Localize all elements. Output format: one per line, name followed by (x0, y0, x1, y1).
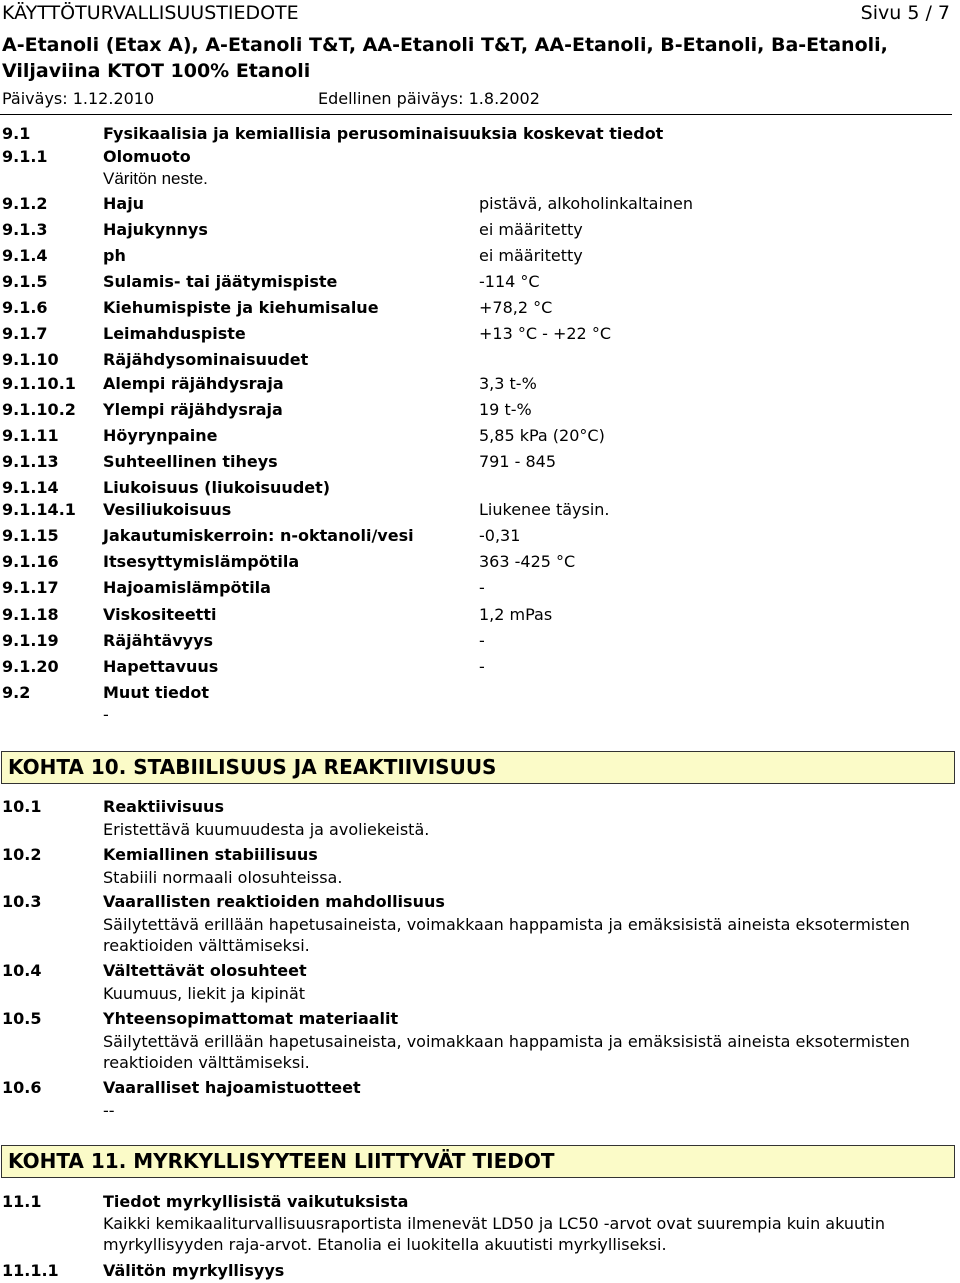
property-label: Suhteellinen tiheys (103, 452, 278, 471)
property-number: 9.1.2 (2, 194, 48, 213)
property-value: -0,31 (479, 526, 521, 545)
property-number: 9.1.20 (2, 657, 59, 676)
section-10-banner (1, 751, 955, 784)
property-label: Haju (103, 194, 145, 213)
section-number: 10.5 (2, 1009, 42, 1028)
property-value: - (479, 578, 485, 597)
section-11-1-heading (0, 1192, 960, 1214)
property-number: 9.1.18 (2, 605, 59, 624)
property-row (0, 426, 960, 448)
property-label: Hapettavuus (103, 657, 219, 676)
issue-date: Päiväys: 1.12.2010 (2, 89, 155, 108)
property-label: Vesiliukoisuus (103, 500, 232, 519)
property-value: 363 -425 °C (479, 552, 576, 571)
property-row (0, 657, 960, 679)
property-row (0, 298, 960, 320)
property-number: 9.1.19 (2, 631, 59, 650)
property-row (0, 578, 960, 600)
property-label: Jakautumiskerroin: n-oktanoli/vesi (103, 526, 414, 545)
document-title: KÄYTTÖTURVALLISUUSTIEDOTE (2, 2, 299, 24)
section-title: Tiedot myrkyllisistä vaikutuksista (103, 1192, 409, 1211)
section-9-1-heading (0, 124, 960, 146)
property-number: 9.1.6 (2, 298, 48, 317)
section-10-item-text: Säilytettävä erillään hapetusaineista, voimakkaan happamista ja emäksisistä aineista eksotermisten reaktioiden välttämiseksi. (103, 1032, 910, 1072)
section-number: 11.1.1 (2, 1261, 59, 1280)
property-label: Sulamis- tai jäätymispiste (103, 272, 338, 291)
section-11-1-1-heading (0, 1261, 960, 1283)
section-9-2-heading (0, 683, 960, 705)
property-number: 9.1.10.1 (2, 374, 76, 393)
property-row (0, 246, 960, 268)
property-value: - (479, 631, 485, 650)
property-number: 9.1.3 (2, 220, 48, 239)
property-number: 9.1.11 (2, 426, 59, 445)
section-10-item-heading (0, 892, 960, 914)
section-number: 10.3 (2, 892, 42, 911)
section-10-item-heading (0, 1078, 960, 1100)
toxicity-text: Kaikki kemikaaliturvallisuusraportista ilmenevät LD50 ja LC50 -arvot ovat suurempia kuin akuutin myrkyllisyyden raja-arvot. Etanolia ei luokitella akuutisti myrkylliseksi. (103, 1214, 886, 1254)
other-info-value: - (103, 705, 109, 724)
section-title: Kemiallinen stabiilisuus (103, 845, 318, 864)
property-row (0, 552, 960, 574)
property-label: Itsesyttymislämpötila (103, 552, 300, 571)
section-title: Muut tiedot (103, 683, 209, 702)
previous-date: Edellinen päiväys: 1.8.2002 (318, 89, 540, 108)
property-value: +13 °C - +22 °C (479, 324, 611, 343)
property-row (0, 272, 960, 294)
property-value: - (479, 657, 485, 676)
section-10-item-text: Kuumuus, liekit ja kipinät (103, 984, 306, 1003)
section-number: 9.1 (2, 124, 31, 143)
property-row (0, 631, 960, 653)
property-row (0, 374, 960, 396)
appearance-value: Väritön neste. (103, 169, 208, 188)
property-number: 9.1.10.2 (2, 400, 76, 419)
page-number: Sivu 5 / 7 (860, 2, 950, 24)
section-10-item-heading (0, 961, 960, 983)
section-number: 9.1.1 (2, 147, 48, 166)
section-10-item-heading (0, 845, 960, 867)
property-row (0, 324, 960, 346)
property-row (0, 400, 960, 422)
property-label: Hajukynnys (103, 220, 208, 239)
property-number: 9.1.14.1 (2, 500, 76, 519)
property-value: ei määritetty (479, 246, 583, 265)
property-number: 9.1.7 (2, 324, 48, 343)
property-value: 19 t-% (479, 400, 532, 419)
property-label: Alempi räjähdysraja (103, 374, 284, 393)
section-title: Liukoisuus (liukoisuudet) (103, 478, 331, 497)
section-title: Vaaralliset hajoamistuotteet (103, 1078, 361, 1097)
section-number: 9.1.10 (2, 350, 59, 369)
property-label: Hajoamislämpötila (103, 578, 271, 597)
header-divider (0, 114, 952, 115)
property-value: 791 - 845 (479, 452, 557, 471)
property-label: ph (103, 246, 126, 265)
property-number: 9.1.13 (2, 452, 59, 471)
property-number: 9.1.4 (2, 246, 48, 265)
property-label: Höyrynpaine (103, 426, 218, 445)
property-number: 9.1.5 (2, 272, 48, 291)
property-value: ei määritetty (479, 220, 583, 239)
section-number: 10.2 (2, 845, 42, 864)
property-row (0, 526, 960, 548)
section-number: 10.4 (2, 961, 42, 980)
property-value: 3,3 t-% (479, 374, 537, 393)
property-value: 1,2 mPas (479, 605, 553, 624)
section-title: Vaarallisten reaktioiden mahdollisuus (103, 892, 445, 911)
property-value: Liukenee täysin. (479, 500, 610, 519)
section-10-item-text: -- (103, 1101, 115, 1120)
section-10-item-text: Eristettävä kuumuudesta ja avoliekeistä. (103, 820, 430, 839)
product-names-line-2: Viljaviina KTOT 100% Etanoli (2, 60, 311, 82)
section-title: Välitön myrkyllisyys (103, 1261, 285, 1280)
property-value: 5,85 kPa (20°C) (479, 426, 605, 445)
property-label: Viskositeetti (103, 605, 217, 624)
property-label: Ylempi räjähdysraja (103, 400, 283, 419)
property-label: Kiehumispiste ja kiehumisalue (103, 298, 379, 317)
property-value: -114 °C (479, 272, 540, 291)
section-number: 10.6 (2, 1078, 42, 1097)
property-row (0, 500, 960, 522)
section-title: Olomuoto (103, 147, 191, 166)
property-label: Räjähtävyys (103, 631, 214, 650)
section-title: Vältettävät olosuhteet (103, 961, 307, 980)
section-10-item-heading (0, 797, 960, 819)
section-9-1-10-heading (0, 350, 960, 372)
property-row (0, 605, 960, 627)
property-value: +78,2 °C (479, 298, 553, 317)
property-number: 9.1.16 (2, 552, 59, 571)
section-9-1-14-heading (0, 478, 960, 500)
property-row (0, 220, 960, 242)
section-10-item-text: Säilytettävä erillään hapetusaineista, voimakkaan happamista ja emäksisistä aineista eksotermisten reaktioiden välttämiseksi. (103, 915, 910, 955)
section-10-item-text: Stabiili normaali olosuhteissa. (103, 868, 343, 887)
section-11-banner (1, 1145, 955, 1178)
property-number: 9.1.15 (2, 526, 59, 545)
section-number: 11.1 (2, 1192, 42, 1211)
product-names-line-1: A-Etanoli (Etax A), A-Etanoli T&T, AA-Etanoli T&T, AA-Etanoli, B-Etanoli, Ba-Etanoli, (2, 34, 888, 56)
property-row (0, 452, 960, 474)
section-title: Fysikaalisia ja kemiallisia perusominaisuuksia koskevat tiedot (103, 124, 664, 143)
section-title: Räjähdysominaisuudet (103, 350, 309, 369)
section-10-item-heading (0, 1009, 960, 1031)
section-9-1-1-heading (0, 147, 960, 169)
section-title: Reaktiivisuus (103, 797, 224, 816)
section-number: 10.1 (2, 797, 42, 816)
section-number: 9.2 (2, 683, 31, 702)
property-label: Leimahduspiste (103, 324, 246, 343)
property-number: 9.1.17 (2, 578, 59, 597)
section-title: Yhteensopimattomat materiaalit (103, 1009, 399, 1028)
section-number: 9.1.14 (2, 478, 59, 497)
section-10-heading: KOHTA 10. STABIILISUUS JA REAKTIIVISUUS (8, 755, 497, 779)
section-11-heading: KOHTA 11. MYRKYLLISYYTEEN LIITTYVÄT TIEDOT (8, 1149, 555, 1173)
property-row (0, 194, 960, 216)
property-value: pistävä, alkoholinkaltainen (479, 194, 694, 213)
